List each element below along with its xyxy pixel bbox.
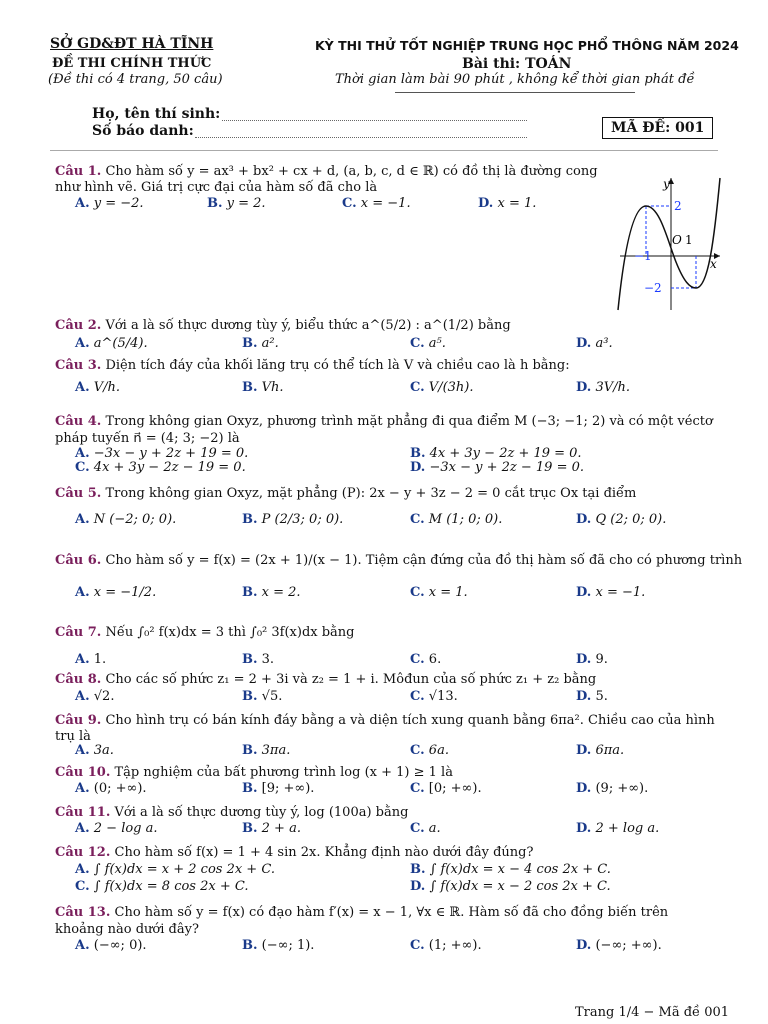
choice-a[interactable]: A. (−∞; 0). (75, 938, 147, 953)
y-neg-two-label: −2 (644, 281, 662, 295)
choice-c[interactable]: C. a⁵. (410, 336, 446, 351)
choice-b[interactable]: B. P (2/3; 0; 0). (242, 512, 344, 527)
choice-b[interactable]: B. [9; +∞). (242, 781, 315, 796)
choice-a[interactable]: A. N (−2; 0; 0). (75, 512, 177, 527)
question-text-cont: trụ là (55, 729, 91, 744)
name-label: Họ, tên thí sinh: (92, 106, 221, 122)
question-11: Câu 11. Với a là số thực dương tùy ý, log (100a) bằng (55, 805, 409, 820)
question-12: Câu 12. Cho hàm số f(x) = 1 + 4 sin 2x. Khẳng định nào dưới đây đúng? (55, 845, 534, 860)
choice-a[interactable]: A. x = −1/2. (75, 585, 157, 600)
choice-b[interactable]: B. 4x + 3y − 2z + 19 = 0. (410, 446, 582, 461)
choice-c[interactable]: C. [0; +∞). (410, 781, 482, 796)
question-1 (55, 164, 598, 179)
choice-b[interactable]: B. 3πa. (242, 743, 291, 758)
name-field[interactable] (222, 120, 527, 121)
choice-a[interactable]: A. (0; +∞). (75, 781, 147, 796)
choice-c[interactable]: C. M (1; 0; 0). (410, 512, 503, 527)
choice-a[interactable]: A. 1. (75, 652, 107, 667)
subject: Bài thi: TOÁN (462, 56, 572, 72)
choice-a[interactable]: A. ∫ f(x)dx = x + 2 cos 2x + C. (75, 862, 275, 877)
question-text-cont: như hình vẽ. Giá trị cực đại của hàm số đã cho là (55, 180, 378, 195)
id-field[interactable] (195, 137, 527, 138)
question-2: Câu 2. Với a là số thực dương tùy ý, biểu thức a^(5/2) : a^(1/2) bằng (55, 318, 511, 333)
choice-a[interactable]: A. 3a. (75, 743, 114, 758)
choice-a[interactable]: A. V/h. (75, 380, 121, 395)
exam-title: KỲ THI THỬ TỐT NGHIỆP TRUNG HỌC PHỔ THÔNG NĂM 2024 (315, 38, 739, 53)
choice-a[interactable]: A. y = −2. (75, 196, 144, 211)
question-13: Câu 13. Cho hàm số y = f(x) có đạo hàm f′(x) = x − 1, ∀x ∈ ℝ. Hàm số đã cho đồng biến trên (55, 905, 669, 920)
choice-b[interactable]: B. 2 + a. (242, 821, 301, 836)
question-10: Câu 10. Tập nghiệm của bất phương trình log (x + 1) ≥ 1 là (55, 765, 453, 780)
question-8: Câu 8. Cho các số phức z₁ = 2 + 3i và z₂ = 1 + i. Môđun của số phức z₁ + z₂ bằng (55, 672, 597, 687)
question-3: Câu 3. Diện tích đáy của khối lăng trụ có thể tích là V và chiều cao là h bằng: (55, 358, 570, 373)
choice-a[interactable]: A. −3x − y + 2z + 19 = 0. (75, 446, 249, 461)
choice-c[interactable]: C. √13. (410, 689, 458, 704)
choice-c[interactable]: C. V/(3h). (410, 380, 474, 395)
choice-a[interactable]: A. a^(5/4). (75, 336, 148, 351)
page-footer: Trang 1/4 − Mã đề 001 (575, 1005, 730, 1020)
question-text: Cho hàm số y = ax³ + bx² + cx + d, (a, b, c, d ∈ ℝ) có đồ thị là đường cong (105, 164, 598, 179)
choice-c[interactable]: C. 4x + 3y − 2z − 19 = 0. (75, 460, 246, 475)
choice-d[interactable]: D. 2 + log a. (576, 821, 660, 836)
choice-b[interactable]: B. √5. (242, 689, 283, 704)
origin-label: O (672, 233, 682, 247)
choice-d[interactable]: D. 6πa. (576, 743, 625, 758)
page-count: (Đề thi có 4 trang, 50 câu) (48, 72, 223, 87)
department: SỞ GD&ĐT HÀ TĨNH (50, 36, 214, 52)
choice-d[interactable]: D. (9; +∞). (576, 781, 649, 796)
exam-code: MÃ ĐỀ: 001 (602, 117, 713, 139)
choice-a[interactable]: A. √2. (75, 689, 115, 704)
choice-c[interactable]: C. ∫ f(x)dx = 8 cos 2x + C. (75, 879, 249, 894)
choice-b[interactable]: B. Vh. (242, 380, 284, 395)
time-note: Thời gian làm bài 90 phút , không kể thời gian phát đề (335, 72, 695, 87)
choice-d[interactable]: D. 3V/h. (576, 380, 631, 395)
y-two-label: 2 (674, 199, 682, 213)
choice-d[interactable]: D. x = −1. (576, 585, 646, 600)
choice-d[interactable]: D. x = 1. (478, 196, 537, 211)
question-9: Câu 9. Cho hình trụ có bán kính đáy bằng a và diện tích xung quanh bằng 6πa². Chiều cao của hình (55, 713, 715, 728)
choice-d[interactable]: D. 5. (576, 689, 608, 704)
choice-a[interactable]: A. 2 − log a. (75, 821, 158, 836)
question-6: Câu 6. Cho hàm số y = f(x) = (2x + 1)/(x − 1). Tiệm cận đứng của đồ thị hàm số đã cho có phương trình (55, 553, 743, 568)
choice-d[interactable]: D. (−∞; +∞). (576, 938, 662, 953)
choice-d[interactable]: D. −3x − y + 2z − 19 = 0. (410, 460, 585, 475)
y-axis-label: y (663, 177, 670, 191)
choice-c[interactable]: C. 6a. (410, 743, 449, 758)
choice-d[interactable]: D. 9. (576, 652, 608, 667)
question-5: Câu 5. Trong không gian Oxyz, mặt phẳng (P): 2x − y + 3z − 2 = 0 cắt trục Ox tại điểm (55, 486, 637, 501)
choice-c[interactable]: C. x = 1. (410, 585, 468, 600)
choice-d[interactable]: D. ∫ f(x)dx = x − 2 cos 2x + C. (410, 879, 611, 894)
x-neg-one-label: −1 (634, 249, 652, 263)
choice-b[interactable]: B. 3. (242, 652, 275, 667)
official-label: ĐỀ THI CHÍNH THỨC (52, 56, 212, 71)
choice-c[interactable]: C. 6. (410, 652, 442, 667)
question-text-cont: pháp tuyến n⃗ = (4; 3; −2) là (55, 431, 240, 446)
choice-c[interactable]: C. a. (410, 821, 441, 836)
cubic-graph (612, 172, 724, 312)
question-text-cont: khoảng nào dưới đây? (55, 922, 199, 937)
choice-b[interactable]: B. x = 2. (242, 585, 301, 600)
choice-c[interactable]: C. (1; +∞). (410, 938, 482, 953)
x-axis-label: x (710, 257, 717, 271)
question-4: Câu 4. Trong không gian Oxyz, phương trình mặt phẳng đi qua điểm M (−3; −1; 2) và có một véctơ (55, 414, 713, 429)
choice-b[interactable]: B. ∫ f(x)dx = x − 4 cos 2x + C. (410, 862, 611, 877)
id-label: Số báo danh: (92, 123, 194, 139)
choice-d[interactable]: D. a³. (576, 336, 613, 351)
question-7: Câu 7. Nếu ∫₀² f(x)dx = 3 thì ∫₀² 3f(x)dx bằng (55, 625, 355, 640)
choice-b[interactable]: B. y = 2. (207, 196, 266, 211)
choice-b[interactable]: B. (−∞; 1). (242, 938, 315, 953)
choice-b[interactable]: B. a². (242, 336, 279, 351)
question-label: Câu 1. (55, 164, 102, 179)
x-one-label: 1 (685, 233, 693, 247)
choice-d[interactable]: D. Q (2; 0; 0). (576, 512, 667, 527)
choice-c[interactable]: C. x = −1. (342, 196, 411, 211)
